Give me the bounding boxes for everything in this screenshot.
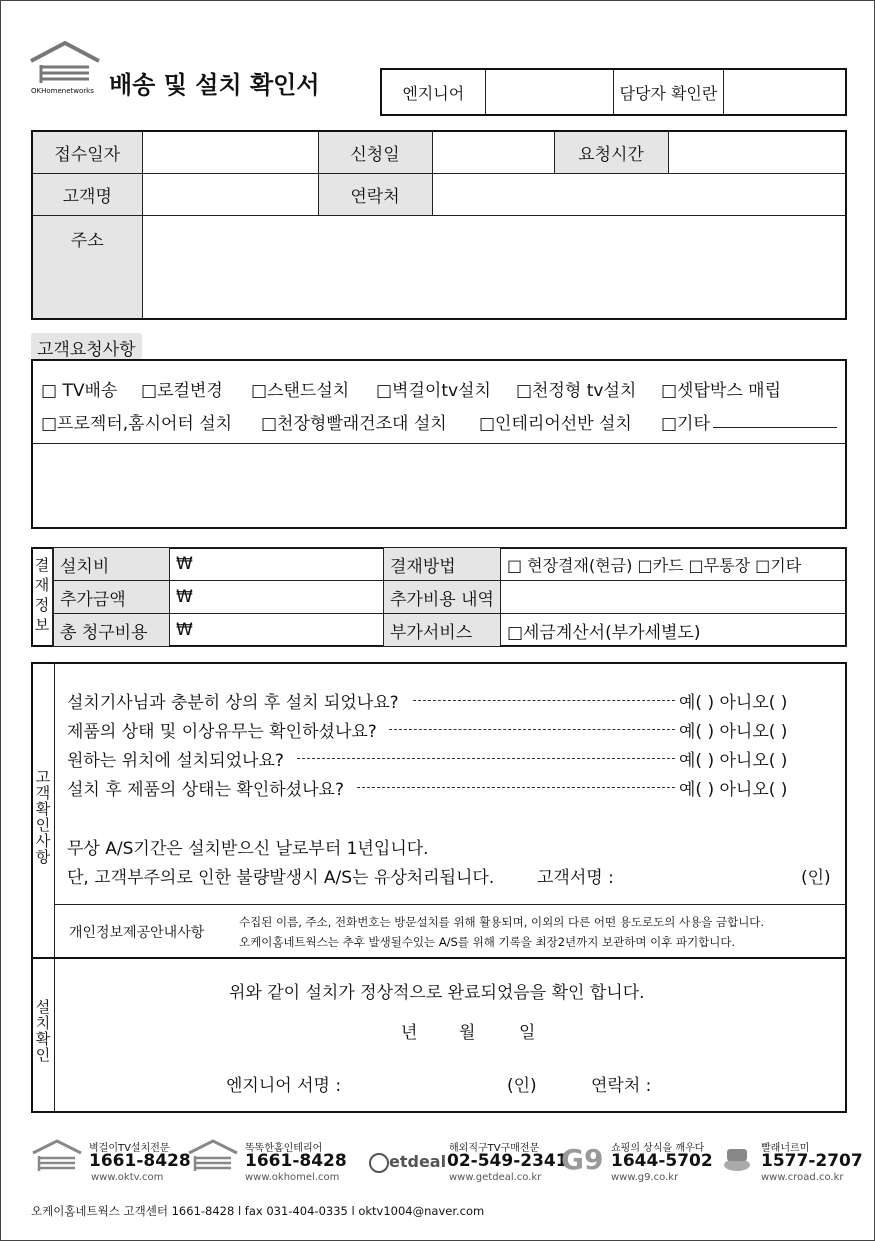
oktv-logo-icon [31,1139,83,1173]
payment-side-char-3: 정 [34,596,50,614]
payment-side-char-2: 재 [34,576,50,594]
okhome-logo [29,39,101,95]
payment-method-options[interactable]: □ 현장결재(현금) □카드 □무통장 □기타 [500,548,846,581]
engineer-sign-field[interactable] [485,69,613,115]
checkbox-settop-box[interactable]: □셋탑박스 매립 [661,381,781,401]
brand-tag: 쇼핑의 상식을 깨우다 [611,1143,705,1154]
checkbox-other[interactable]: □기타 [661,414,710,434]
brand-phone: 1577-2707 [761,1151,863,1171]
question-2-answer[interactable]: 예( ) 아니오( ) [679,722,788,742]
confirm-side-char-1: 고 [35,768,51,786]
install-fee-field[interactable] [170,548,384,581]
address-label: 주소 [32,215,142,319]
question-3: 원하는 위치에 설치되었나요? [67,751,284,771]
payment-side-char-4: 보 [34,616,50,634]
confirm-side-divider [54,662,55,1113]
okhomel-logo-icon [187,1139,239,1173]
confirm-side-char-6: 항 [35,848,51,866]
install-statement: 위와 같이 설치가 정상적으로 완료되었음을 확인 합니다. [229,983,645,1003]
header-sign-table [380,68,847,116]
extra-amount-field[interactable] [170,581,384,614]
requests-notes-field[interactable] [33,445,845,525]
question-1: 설치기사님과 충분히 상의 후 설치 되었나요? [67,693,399,713]
install-year: 년 [401,1023,418,1043]
brand-url[interactable]: www.g9.co.kr [611,1172,679,1183]
brand-tag: 똑똑한홈인테리어 [245,1143,323,1154]
question-3-answer[interactable]: 예( ) 아니오( ) [679,751,788,771]
install-side-char-4: 인 [35,1046,51,1064]
total-field[interactable] [170,614,384,647]
privacy-text-1: 수집된 이름, 주소, 전화번호는 방문설치를 위해 활용되며, 이외의 다른 어떤 용도로도의 사용을 금합니다. [239,915,765,929]
croad-logo-icon [721,1143,753,1173]
extra-amount-label: 추가금액 [54,581,170,614]
request-time-label: 요청시간 [554,131,668,173]
requests-box [31,359,847,529]
install-day: 일 [519,1023,536,1043]
won-symbol: ₩ [176,587,193,607]
brand-phone: 1661-8428 [89,1151,191,1171]
confirm-side-char-2: 객 [35,784,51,802]
footer-contact-line: 오케이홈네트웍스 고객센터 1661-8428 l fax 031-404-0335 l oktv1004@naver.com [31,1204,485,1218]
engineer-seal: (인) [507,1076,537,1096]
checkbox-local-change[interactable]: □로컬변경 [141,381,223,401]
question-4-leader [357,787,675,788]
payment-table [53,547,847,647]
other-blank-line[interactable] [713,427,837,428]
customer-seal: (인) [801,868,831,888]
customer-name-field[interactable] [142,173,318,215]
privacy-label: 개인정보제공안내사항 [69,925,205,941]
install-side-char-2: 치 [35,1014,51,1032]
question-2-leader [389,729,675,730]
question-1-leader [413,700,675,701]
brand-phone: 02-549-2341 [447,1151,568,1171]
question-1-answer[interactable]: 예( ) 아니오( ) [679,693,788,713]
brand-url[interactable]: www.getdeal.co.kr [449,1172,542,1183]
install-fee-label: 설치비 [54,548,170,581]
install-divider [31,957,847,959]
request-time-field[interactable] [668,131,846,173]
apply-date-field[interactable] [432,131,554,173]
engineer-contact-label: 연락처 : [591,1076,652,1096]
info-table [31,130,847,320]
checkbox-tv-delivery[interactable]: □ TV배송 [41,381,118,401]
manager-label: 담당자 확인란 [613,69,724,115]
privacy-text-2: 오케이홈네트웍스는 추후 발생될수있는 A/S를 위해 기록을 최장2년까지 보관하며 이후 파기합니다. [239,935,736,949]
warranty-line-2: 단, 고객부주의로 인한 불량발생시 A/S는 유상처리됩니다. [67,868,495,888]
won-symbol: ₩ [176,620,193,640]
total-label: 총 청구비용 [54,614,170,647]
privacy-divider [54,904,847,905]
brand-url[interactable]: www.oktv.com [91,1172,164,1183]
apply-date-label: 신청일 [318,131,432,173]
confirm-side-char-4: 인 [35,816,51,834]
checkbox-ceiling-tv-install[interactable]: □천정형 tv설치 [516,381,637,401]
tax-invoice-checkbox[interactable]: □세금계산서(부가세별도) [500,614,846,647]
engineer-sign-label: 엔지니어 서명 : [226,1076,342,1096]
brand-phone: 1661-8428 [245,1151,347,1171]
checkbox-projector[interactable]: □프로젝터,홈시어터 설치 [41,414,233,434]
brand-tag: 벽걸이TV설치전문 [89,1143,170,1154]
document-title: 배송 및 설치 확인서 [109,71,320,99]
extra-detail-label: 추가비용 내역 [384,581,501,614]
question-2: 제품의 상태 및 이상유무는 확인하셨나요? [67,722,377,742]
requests-section-title: 고객요청사항 [31,333,142,359]
install-side-char-1: 설 [35,998,51,1016]
payment-side-char-1: 결 [34,556,50,574]
question-4-answer[interactable]: 예( ) 아니오( ) [679,780,788,800]
confirm-side-char-5: 사 [35,832,51,850]
receipt-date-label: 접수일자 [32,131,142,173]
logo-caption: OKHomenetworks [31,87,94,95]
brand-url[interactable]: www.croad.co.kr [761,1172,844,1183]
warranty-line-1: 무상 A/S기간은 설치받으신 날로부터 1년입니다. [67,839,429,859]
getdeal-logo-icon [369,1153,389,1173]
brand-url[interactable]: www.okhomel.com [245,1172,340,1183]
address-field[interactable] [142,215,846,319]
install-month: 월 [459,1023,476,1043]
customer-name-label: 고객명 [32,173,142,215]
requests-divider [33,443,845,444]
contact-label: 연락처 [318,173,432,215]
receipt-date-field[interactable] [142,131,318,173]
checkbox-wall-tv-install[interactable]: □벽걸이tv설치 [376,381,491,401]
getdeal-logo-text: etdeal [389,1152,447,1171]
question-4: 설치 후 제품의 상태는 확인하셨나요? [67,780,344,800]
payment-method-label: 결재방법 [384,548,501,581]
g9-logo-text: G9 [561,1143,604,1176]
confirm-side-char-3: 확 [35,800,51,818]
brand-phone: 1644-5702 [611,1151,713,1171]
engineer-sign-input[interactable] [346,1067,496,1095]
checkbox-stand-install[interactable]: □스탠드설치 [251,381,350,401]
install-side-char-3: 확 [35,1030,51,1048]
manager-sign-field[interactable] [724,69,846,115]
checkbox-interior-shelf[interactable]: □인테리어선반 설치 [479,414,632,434]
engineer-contact-field[interactable] [661,1067,831,1095]
brand-tag: 빨래너르미 [761,1143,810,1154]
customer-sign-label: 고객서명 : [537,868,614,888]
payment-side-label [31,547,53,647]
engineer-label: 엔지니어 [381,69,485,115]
customer-sign-field[interactable] [621,859,791,887]
extra-service-label: 부가서비스 [384,614,501,647]
question-3-leader [297,758,675,759]
won-symbol: ₩ [176,554,193,574]
brand-tag: 해외직구TV구매전문 [449,1143,540,1154]
checkbox-ceiling-dryer[interactable]: □천장형빨래건조대 설치 [261,414,447,434]
extra-detail-field[interactable] [500,581,846,614]
contact-field[interactable] [432,173,846,215]
